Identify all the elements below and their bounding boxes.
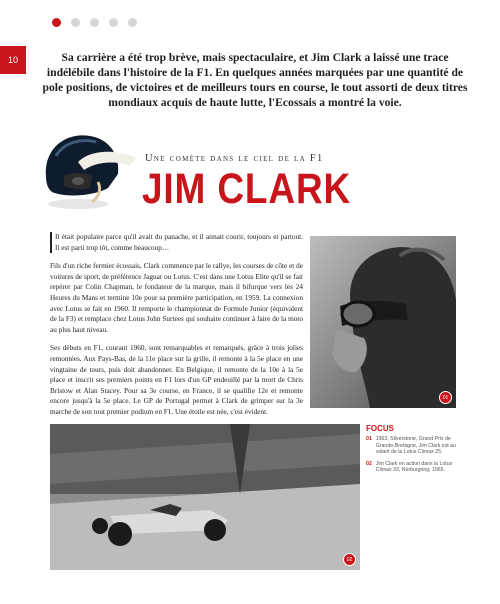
intro-paragraph: Sa carrière a été trop brève, mais spectaculaire, et Jim Clark a laissé une trace indélébile dans l'histoire de la F1. En quelques années marquées par une quantité de pole positions, de victoires et de meilleurs tours en course, le tout assorti de deux titres mondiaux acquis de haute lutte, l'Ecossais a montré la voie. <box>42 51 468 109</box>
article-supertitle: Une comète dans le ciel de la F1 <box>145 153 324 164</box>
focus-item <box>366 436 466 456</box>
body-paragraph-2: Fils d'un riche fermier écossais, Clark commence par le rallye, les courses de côte et de voitures de sport, de préférence Jaguar ou Lotus. C'est dans une Lotus Elite qu'il se fait repérer par Colin Chapman, le fondateur de la marque, mais il bifurque vers les 24 Heures du Mans et termine 10e pour sa première participation, en 1959. La connexion avec Lotus se fait en 1960. Il remporte le championnat de Formule Junior (équivalent de la F3) et remplace chez Lotus John Surtees qui souhaite continuer à faire de la moto au plus haut niveau. <box>50 262 303 334</box>
article-body <box>50 232 303 426</box>
body-paragraph-3: Ses débuts en F1, courant 1960, sont remarquables et remarqués, grâce à trois jolies remontées. Aux Pays-Bas, de la 11e place sur la grille, il remonte à la 5e place en une vingtaine de tours, puis doit abandonner. En Belgique, il remonte de la 10e à la 5e place et inscrit ses premiers points en F1 lors d'un GP endeuillé par la mort de Chris Bristow et Alan Stacey. Pour sa 3e course, en France, il se qualifie 12e et remonte encore jusqu'à la 5e place. Le GP de Portugal permet à Clark de grimper sur la 3e marche de son tout premier podium en F1. Une étoile est née, c'est évident. <box>50 344 303 416</box>
page-number: 10 <box>7 55 18 65</box>
photo-badge-01: 01 <box>439 391 452 404</box>
nav-dot-5[interactable] <box>128 18 137 27</box>
page-navigation-dots <box>52 18 137 27</box>
focus-box <box>366 424 466 479</box>
focus-item-number: 02 <box>366 460 372 467</box>
nav-dot-4[interactable] <box>109 18 118 27</box>
body-paragraph-1: Il était populaire parce qu'il avait du panache, et il aimait courir, toujours et partout. Il est parti trop tôt, comme beaucoup… <box>50 232 303 253</box>
nav-dot-1[interactable] <box>52 18 61 27</box>
photo-badge-02: 02 <box>343 553 356 566</box>
focus-item-number: 01 <box>366 436 372 442</box>
focus-item <box>366 461 466 474</box>
driver-portrait-photo <box>310 236 456 408</box>
race-car-photo <box>50 424 360 570</box>
nav-dot-3[interactable] <box>90 18 99 27</box>
article-title: JIM CLARK <box>142 165 352 213</box>
page-number-tab <box>0 46 26 74</box>
focus-item-text: 1963, Silverstone, Grand Prix de Grande-Bretagne, Jim Clark est au volant de la Lotus Climax 25. <box>375 436 456 456</box>
focus-item-text: Jim Clark en action dans la Lotus Climax 33, Nürburgring, 1965. <box>375 460 453 474</box>
helmet-illustration <box>38 126 138 216</box>
nav-dot-2[interactable] <box>71 18 80 27</box>
focus-title: FOCUS <box>366 424 394 433</box>
